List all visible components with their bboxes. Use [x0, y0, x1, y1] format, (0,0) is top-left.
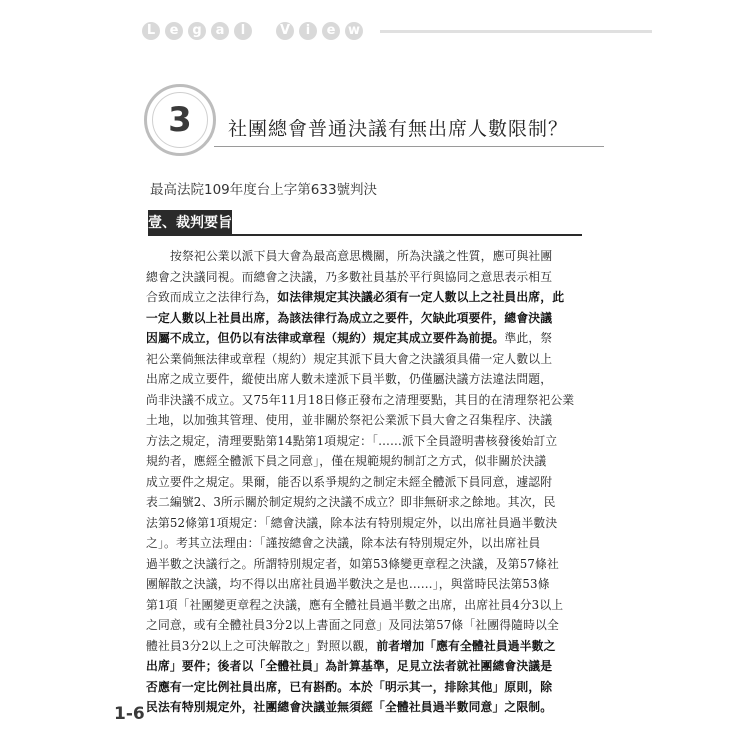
header-letter: g: [188, 22, 206, 40]
body-line: [146, 369, 582, 390]
bold-text-segment: 如法律規定其決議必須有一定人數以上之社員出席，此: [277, 290, 565, 304]
text-segment: 之」。考其立法理由：「謹按總會之決議，除本法有特別規定外，以出席社員: [146, 536, 541, 550]
body-line: [146, 472, 582, 493]
body-line: [146, 656, 582, 677]
chapter-number-badge: [144, 84, 216, 156]
text-segment: 法第52條第1項規定：「總會決議，除本法有特別規定外，以出席社員過半數決: [146, 515, 558, 530]
header-letter: a: [211, 22, 229, 40]
body-line: [146, 697, 582, 718]
body-line: [146, 349, 582, 370]
text-segment: 出席之成立要件，縱使出席人數未達派下員半數，仍僅屬決議方法違法問題，: [146, 372, 553, 386]
body-line: [146, 533, 582, 554]
text-segment: 過半數之決議行之。所謂特別規定者，如第53條變更章程之決議，及第57條社: [146, 556, 559, 571]
bold-text-segment: 本於「明示其一，排除其他」原則，除: [349, 679, 553, 694]
body-line: [146, 246, 582, 267]
header-letter: L: [142, 22, 160, 40]
bold-text-segment: 民法有特別規定外，社團總會決議並無須經「全體社員過半數同意」之限制。: [146, 700, 553, 714]
page-number: 1-6: [114, 704, 145, 724]
header-letter: l: [234, 22, 252, 40]
body-line: [146, 328, 582, 349]
text-segment: 成立要件之規定。果爾，能否以系爭規約之制定未經全體派下員同意，遽認附: [146, 474, 553, 489]
text-segment: 總會之決議同視。而總會之決議，乃多數社員基於平行與協同之意思表示相互: [146, 269, 553, 284]
header-letter: i: [299, 22, 317, 40]
text-segment: 準此，祭: [504, 331, 553, 345]
text-segment: 土地，以加強其管理、使用，並非關於祭祀公業派下員大會之召集程序、決議: [146, 413, 553, 427]
text-segment: 表二編號2、3所示關於制定規約之決議不成立？即非無研求之餘地。其次，民: [146, 495, 556, 509]
body-line: [146, 513, 582, 534]
header-letter: V: [276, 22, 294, 40]
body-line: [146, 287, 582, 308]
chapter-title-underline: [214, 146, 604, 147]
body-line: [146, 308, 582, 329]
judgment-summary-text: [146, 246, 582, 718]
section-heading-rule: [148, 234, 582, 236]
text-segment: 之同意，或有全體社員3分2以上書面之同意」及同法第57條「社團得隨時以全: [146, 618, 559, 632]
chapter-title: 社團總會普通決議有無出席人數限制？: [228, 118, 569, 140]
body-line: [146, 431, 582, 452]
header-letter: e: [165, 22, 183, 40]
body-line: [146, 267, 582, 288]
body-line: [146, 574, 582, 595]
text-segment: 祀公業倘無法律或章程（規約）規定其派下員大會之決議須具備一定人數以上: [146, 351, 553, 366]
body-line: [146, 595, 582, 616]
body-line: [146, 410, 582, 431]
header-letter: w: [345, 22, 363, 40]
bold-text-segment: 一定人數以上社員出席，為該法律行為成立之要件，欠缺此項要件，總會決議: [146, 310, 553, 325]
body-line: [146, 451, 582, 472]
bold-text-segment: 因屬不成立，但仍以有法律或章程（規約）規定其成立要件為前提。: [146, 331, 505, 345]
text-segment: 尚非決議不成立。又75年11月18日修正發布之清理要點，其目的在清理祭祀公業: [146, 392, 575, 407]
header-divider: [380, 30, 652, 33]
body-line: [146, 677, 582, 698]
case-reference: 最高法院109年度台上字第633號判決: [150, 182, 378, 198]
text-segment: 團解散之決議，均不得以出席社員過半數決之是也……」，與當時民法第53條: [146, 577, 550, 591]
body-line: [146, 492, 582, 513]
text-segment: 體社員3分2以上之可決解散之」對照以觀，: [146, 638, 377, 653]
body-line: [146, 615, 582, 636]
body-line: [146, 636, 582, 657]
text-segment: 第1項「社團變更章程之決議，應有全體社員過半數之出席，出席社員4分3以上: [146, 597, 564, 612]
bold-text-segment: 前者增加「應有全體社員過半數之: [376, 638, 556, 653]
header-logo-legal-view: [142, 22, 363, 40]
body-line: [146, 554, 582, 575]
text-segment: 合致而成立之法律行為，: [146, 290, 278, 304]
text-segment: 方法之規定，清理要點第14點第1項規定：「……派下全員證明書核發後始訂立: [146, 433, 558, 448]
text-segment: 按祭祀公業以派下員大會為最高意思機關，所為決議之性質，應可與社團: [170, 249, 553, 263]
header-letter: e: [322, 22, 340, 40]
text-segment: 規約者，應經全體派下員之同意」，僅在規範規約制訂之方式，似非關於決議: [146, 454, 547, 468]
chapter-number: 3: [168, 100, 192, 140]
body-line: [146, 390, 582, 411]
bold-text-segment: 否應有一定比例社員出席，已有斟酌。: [146, 679, 350, 694]
bold-text-segment: 出席」要件；後者以「全體社員」為計算基準，足見立法者就社團總會決議是: [146, 659, 553, 673]
section-heading: 壹、裁判要旨: [148, 210, 232, 236]
